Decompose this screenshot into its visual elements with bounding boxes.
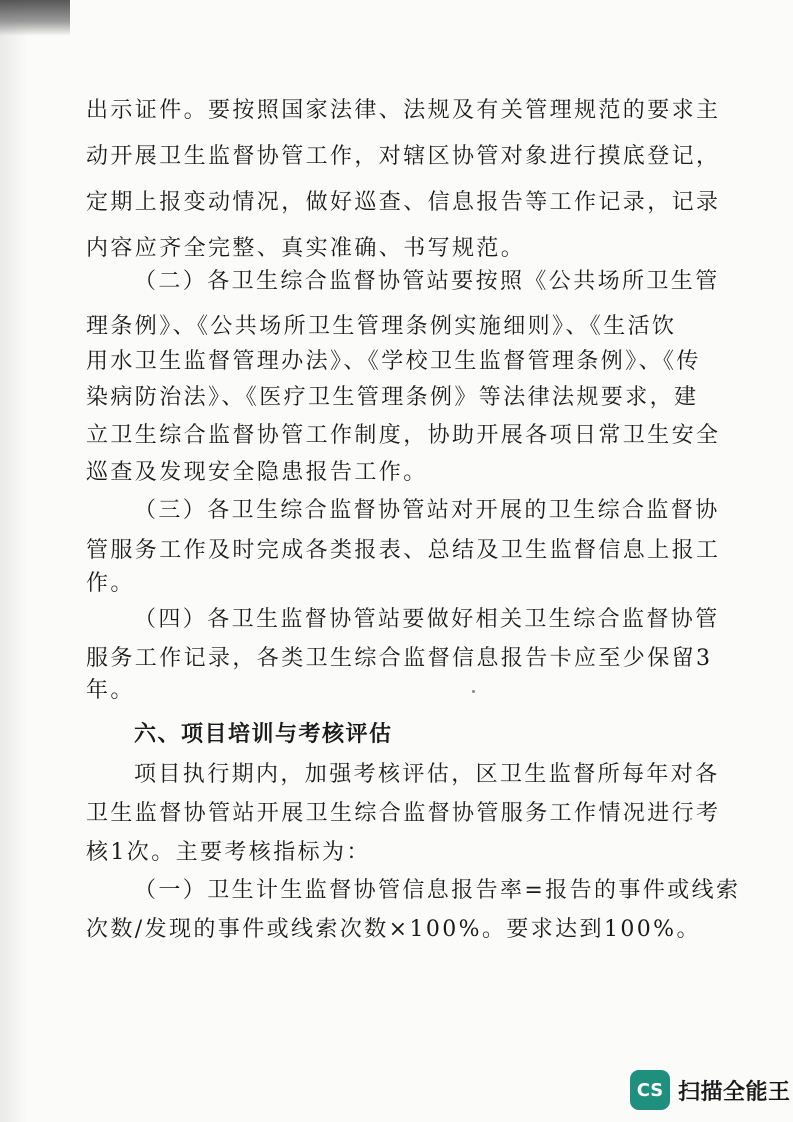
body-line: 用水卫生监督管理办法》、《学校卫生监督管理条例》、《传 bbox=[86, 349, 701, 374]
body-line: （一）卫生计生监督协管信息报告率=报告的事件或线索 bbox=[134, 878, 741, 903]
body-line: （二）各卫生综合监督协管站要按照《公共场所卫生管 bbox=[134, 269, 720, 294]
scan-dust-mark bbox=[472, 690, 475, 693]
body-line: 巡查及发现安全隐患报告工作。 bbox=[86, 460, 428, 485]
scan-shadow-corner bbox=[0, 0, 70, 36]
body-line: 年。 bbox=[86, 678, 135, 703]
body-line: 次数/发现的事件或线索次数×100%。要求达到100%。 bbox=[86, 917, 701, 942]
body-line: 服务工作记录，各类卫生综合监督信息报告卡应至少保留3 bbox=[86, 646, 713, 671]
body-line: （四）各卫生监督协管站要做好相关卫生综合监督协管 bbox=[134, 607, 720, 632]
body-line: 内容应齐全完整、真实准确、书写规范。 bbox=[86, 236, 526, 261]
body-line: 染病防治法》、《医疗卫生管理条例》等法律法规要求，建 bbox=[86, 385, 699, 410]
section-heading: 六、项目培训与考核评估 bbox=[134, 722, 393, 747]
body-line: （三）各卫生综合监督协管站对开展的卫生综合监督协 bbox=[134, 498, 720, 523]
camscanner-logo: CS bbox=[630, 1070, 670, 1110]
body-line: 出示证件。要按照国家法律、法规及有关管理规范的要求主 bbox=[86, 98, 721, 123]
body-line: 动开展卫生监督协管工作，对辖区协管对象进行摸底登记， bbox=[86, 144, 721, 169]
body-line: 管服务工作及时完成各类报表、总结及卫生监督信息上报工 bbox=[86, 538, 721, 563]
body-line: 卫生监督协管站开展卫生综合监督协管服务工作情况进行考 bbox=[86, 801, 721, 826]
body-line: 立卫生综合监督协管工作制度，协助开展各项日常卫生安全 bbox=[86, 423, 721, 448]
body-line: 项目执行期内，加强考核评估，区卫生监督所每年对各 bbox=[134, 762, 720, 787]
scan-shadow-left bbox=[0, 0, 28, 1122]
scanner-watermark bbox=[630, 1070, 791, 1110]
body-line: 定期上报变动情况，做好巡查、信息报告等工作记录，记录 bbox=[86, 190, 721, 215]
body-line: 理条例》、《公共场所卫生管理条例实施细则》、《生活饮 bbox=[86, 314, 677, 339]
camscanner-app-name: 扫描全能王 bbox=[678, 1079, 791, 1105]
body-line: 作。 bbox=[86, 571, 135, 596]
body-line: 核1次。主要考核指标为： bbox=[86, 840, 371, 865]
